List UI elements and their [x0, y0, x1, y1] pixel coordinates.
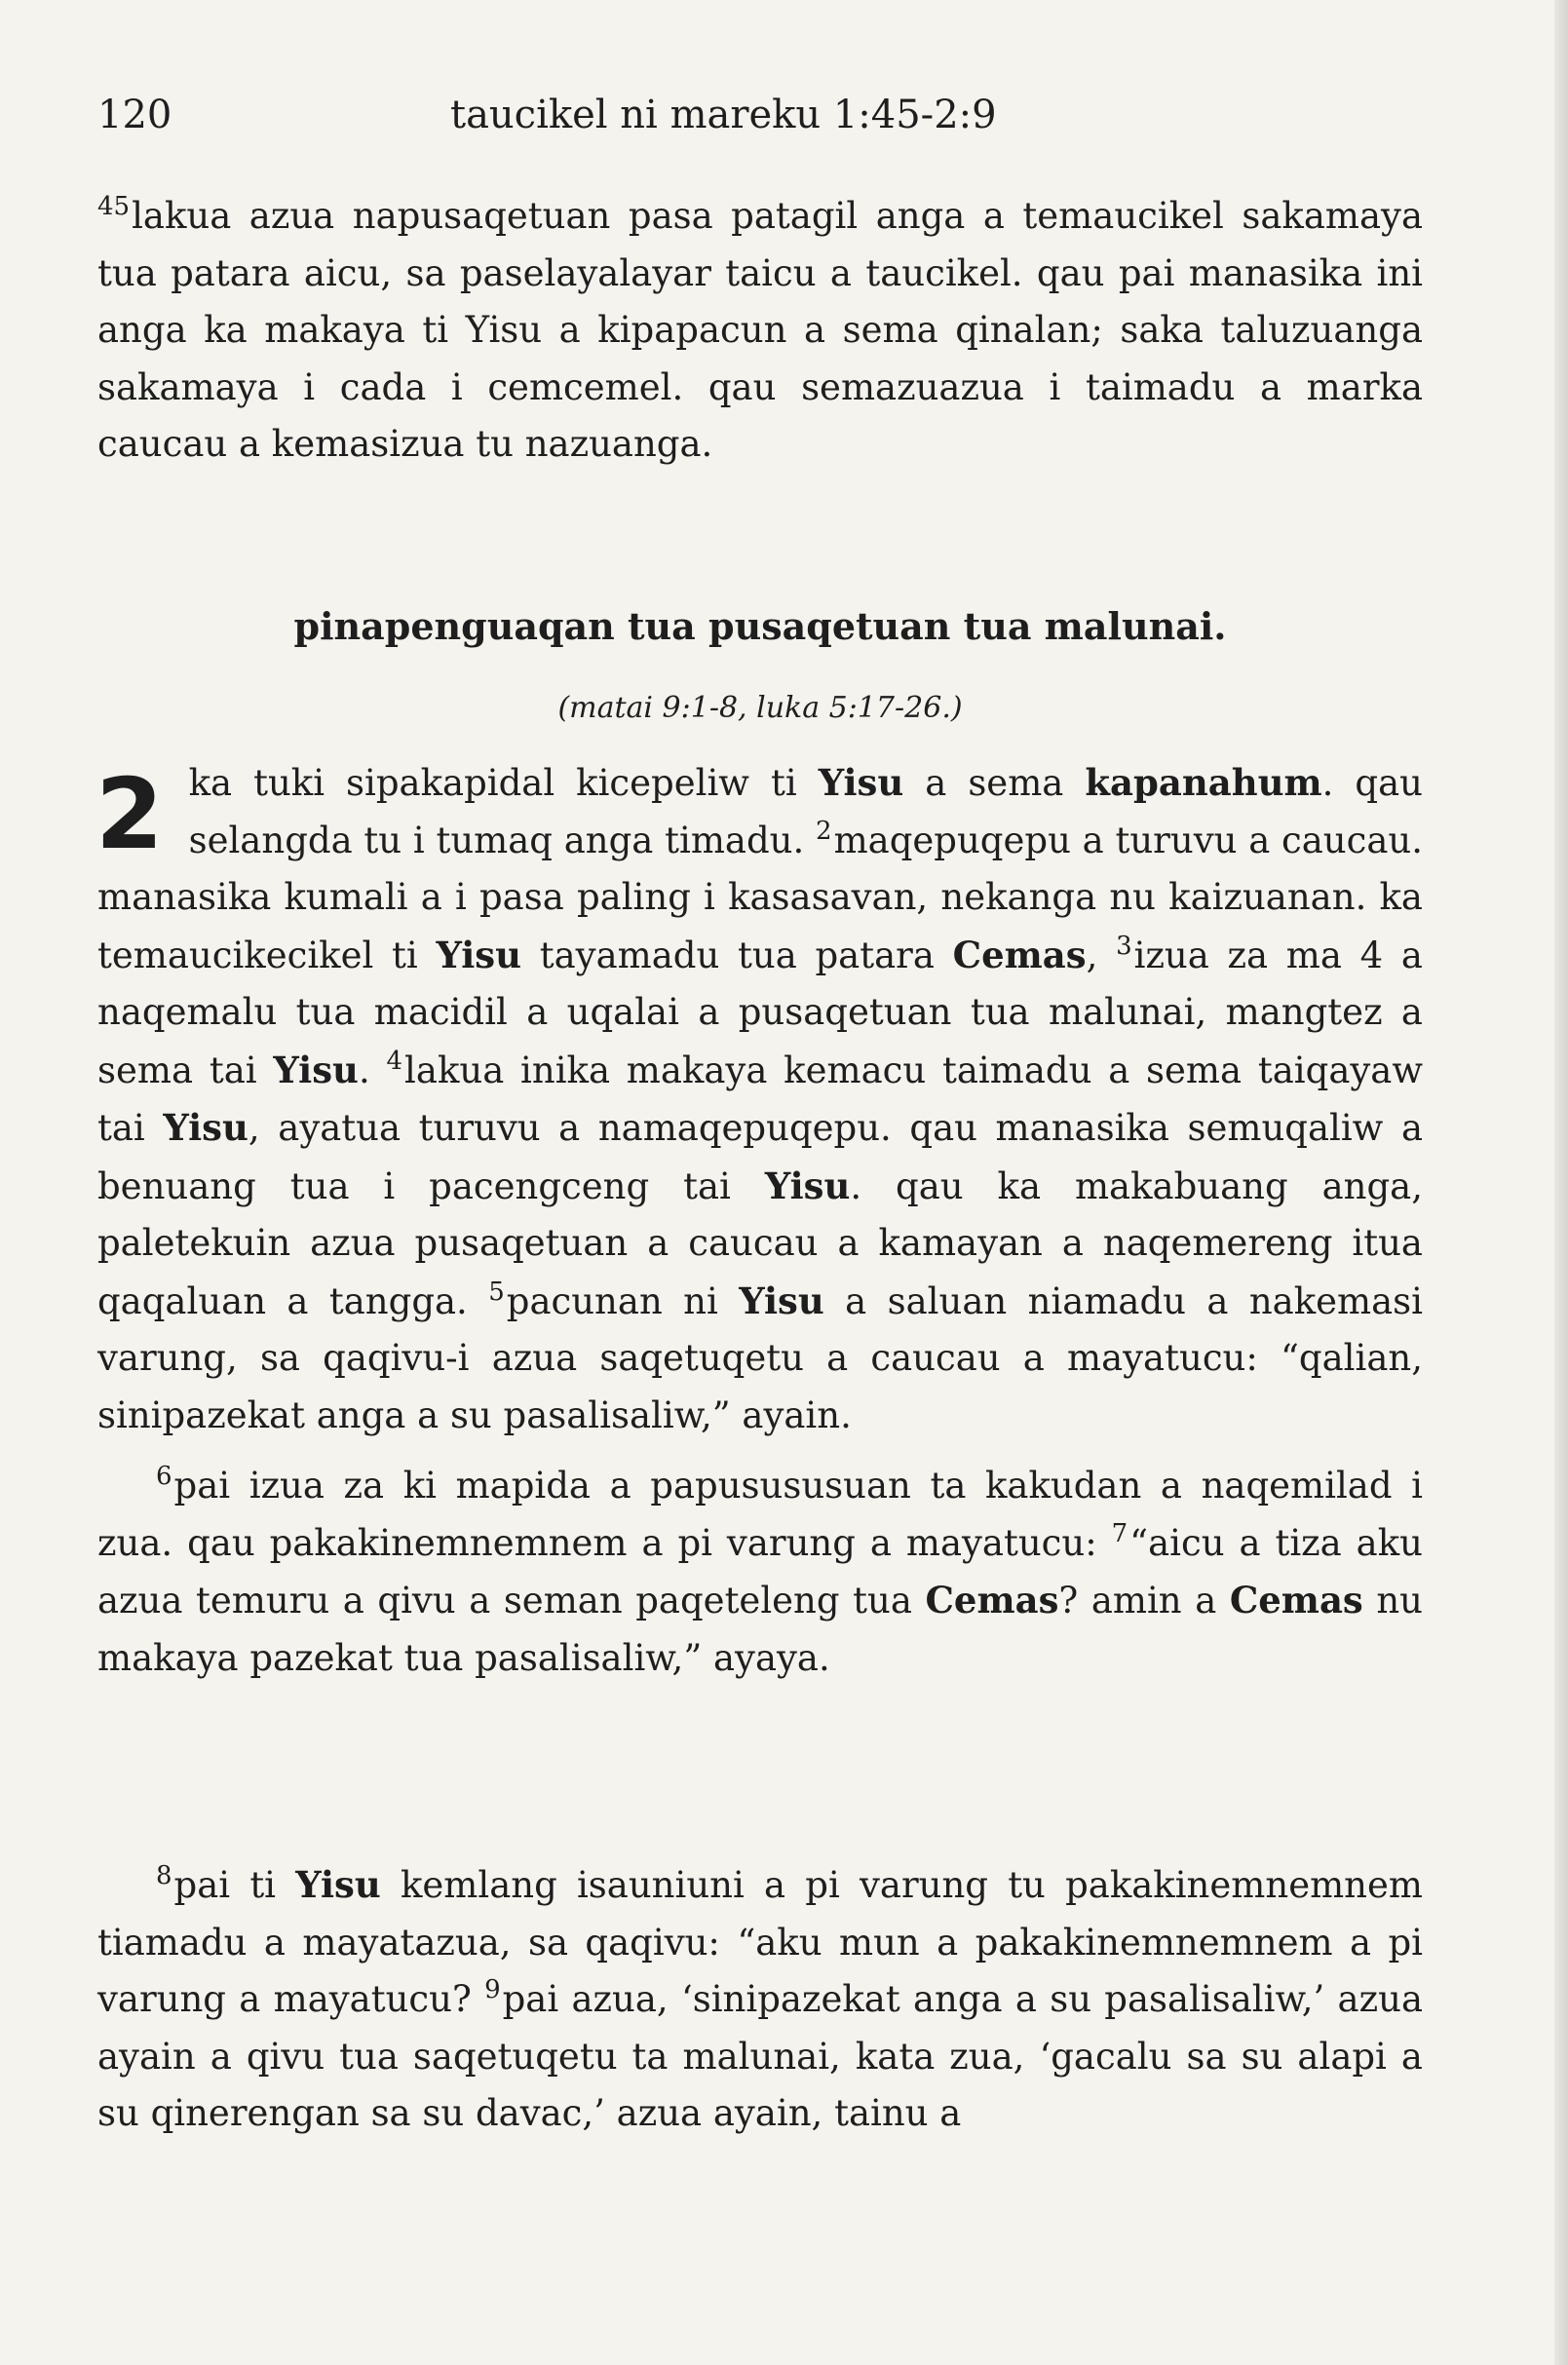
paragraph-chapter-2-start — [97, 754, 1423, 1444]
text-run: ka tuki sipakapidal kicepeliw ti — [188, 762, 819, 804]
page-number: 120 — [97, 93, 172, 137]
verse-number: 8 — [156, 1861, 172, 1890]
paragraph-verse-8 — [97, 1856, 1423, 2143]
name-yisu: Yisu — [739, 1278, 824, 1322]
running-title: taucikel ni mareku 1:45-2:9 — [450, 93, 997, 137]
verse-number: 6 — [156, 1462, 172, 1491]
verse-number: 4 — [386, 1046, 403, 1076]
verse-number: 5 — [488, 1277, 505, 1307]
cross-references: (matai 9:1-8, luka 5:17-26.) — [557, 691, 963, 725]
text-run: “aicu a tiza aku azua temuru a qivu a seman paqeteleng tua — [97, 1521, 1423, 1621]
text-run: , ayatua turuvu a namaqepuqepu. qau manasika semuqaliw a benuang tua i pacengceng tai — [97, 1107, 1424, 1207]
name-yisu: Yisu — [436, 933, 522, 976]
text-run: lakua inika makaya kemacu taimadu a sema taiqayaw tai — [97, 1049, 1424, 1149]
text-run: . qau ka makabuang anga, paletekuin azua pusaqetuan a caucau a kamayan a naqemereng itua qaqaluan a tangga. — [97, 1164, 1424, 1322]
text-run: izua za ma 4 a naqemalu tua macidil a uqalai a pusaqetuan tua malunai, mangtez a sema tai — [97, 934, 1423, 1091]
name-yisu: Yisu — [764, 1163, 851, 1207]
text-run: pai azua, ‘sinipazekat anga a su pasalisaliw,’ azua ayain a qivu tua saqetuqetu ta malunai, kata zua, ‘gacalu sa su alapi a su qinerengan sa su davac,’ azua ayain, tainu a — [97, 1978, 1423, 2134]
text-run: a sema — [903, 762, 1086, 804]
name-cemas: Cemas — [1229, 1579, 1363, 1621]
text-run: tayamadu tua patara — [521, 934, 953, 976]
text-run: . — [358, 1049, 387, 1091]
place-name: kapanahum — [1085, 761, 1322, 804]
text-run: nu makaya pazekat tua pasalisaliw,” ayaya. — [97, 1580, 1423, 1679]
verse-text: lakua azua napusaqetuan pasa patagil anga a temaucikel sakamaya tua patara aicu, sa paselayalayar taicu a taucikel. qau pai manasika ini anga ka makaya ti Yisu a kipapacun a sema qinalan; saka taluzuanga sakamaya i cada i cemcemel. qau semazuazua i taimadu a marka caucau a kemasizua tu nazuanga. — [97, 195, 1423, 465]
verse-number: 7 — [1111, 1518, 1128, 1548]
verse-number: 45 — [97, 192, 131, 221]
paragraph-verse-6 — [97, 1458, 1423, 1687]
page-edge — [1554, 0, 1568, 2365]
page-header — [97, 86, 1442, 144]
text-run: . qau selangda tu i tumaq anga timadu. — [188, 762, 1423, 861]
verse-number: 9 — [484, 1975, 501, 2004]
name-yisu: Yisu — [295, 1863, 381, 1906]
text-run: ? amin a — [1058, 1580, 1230, 1621]
name-cemas: Cemas — [925, 1579, 1059, 1621]
paragraph-verse-45 — [97, 188, 1423, 474]
name-yisu: Yisu — [818, 761, 904, 804]
text-run: a saluan niamadu a nakemasi varung, sa qaqivu-i azua saqetuqetu a caucau a mayatucu: “qalian, sinipazekat anga a su pasalisaliw,” ayain. — [97, 1279, 1423, 1436]
text-run: pai izua za ki mapida a papusususuan ta kakudan a naqemilad i zua. qau pakakinemnemnem a pi varung a mayatucu: — [97, 1465, 1423, 1564]
name-yisu: Yisu — [273, 1048, 359, 1091]
name-cemas: Cemas — [952, 933, 1087, 976]
verse-number: 3 — [1116, 931, 1132, 961]
text-run: kemlang isauniuni a pi varung tu pakakinemnemnem tiamadu a mayatazua, sa qaqivu: “aku mun a pakakinemnemnem a pi varung a mayatucu? — [97, 1864, 1423, 2020]
section-heading: pinapenguaqan tua pusaqetuan tua malunai. — [293, 604, 1227, 648]
chapter-number: 2 — [96, 757, 164, 871]
verse-number: 2 — [816, 816, 832, 846]
text-run: , — [1086, 934, 1117, 976]
name-yisu: Yisu — [163, 1106, 249, 1149]
text-run: maqepuqepu a turuvu a caucau. manasika kumali a i pasa paling i kasasavan, nekanga nu kaizuanan. ka temaucikecikel ti — [97, 819, 1423, 976]
text-run: pai ti — [173, 1864, 296, 1906]
text-run: pacunan ni — [506, 1279, 740, 1322]
